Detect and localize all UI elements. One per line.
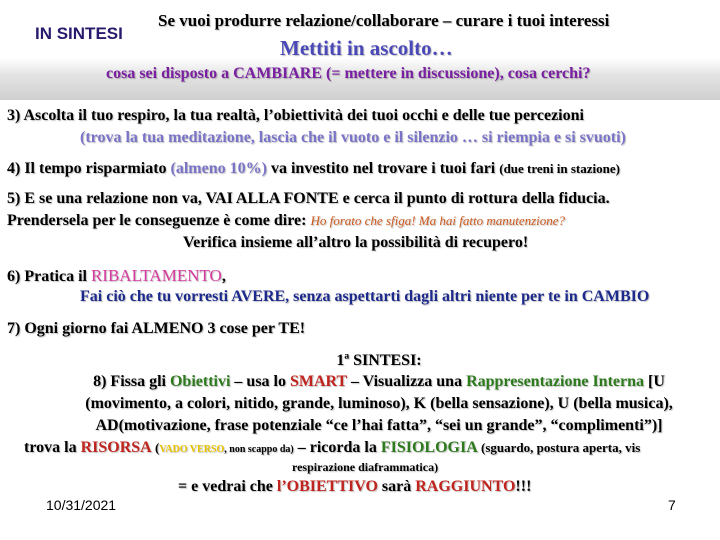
summary-text: – ricorda la <box>293 439 381 456</box>
page-heading: Se vuoi produrre relazione/collaborare – curare i tuoi interessi <box>158 11 610 30</box>
summary-text: – usa lo <box>230 373 290 390</box>
point-6-line-2: Fai ciò che tu vorresti AVERE, senza aspettarti dagli altri niente per te in CAMBIO <box>80 288 650 305</box>
slide-number: 7 <box>668 497 676 513</box>
point-4-note: (due treni in stazione) <box>499 161 620 176</box>
go-toward-keyword: VADO VERSO <box>159 444 225 455</box>
page-subtitle: Mettiti in ascolto… <box>280 36 453 60</box>
point-6-text-a: 6) Pratica il <box>7 268 91 285</box>
summary-text: , non scappo da) <box>224 444 294 455</box>
objective-keyword: l’OBIETTIVO <box>276 478 378 495</box>
point-7: 7) Ogni giorno fai ALMENO 3 cose per TE! <box>7 320 306 337</box>
slide-date: 10/31/2021 <box>46 497 117 513</box>
summary-line-3: AD(motivazione, frase potenziale “ce l’hai fatta”, “sei un grande”, “complimenti”)] <box>95 417 663 434</box>
summary-text: trova la <box>24 439 81 456</box>
smart-keyword: SMART <box>290 373 347 390</box>
summary-text: !!! <box>515 478 532 495</box>
resource-keyword: RISORSA <box>80 439 152 456</box>
point-5-text-a: Prendersela per le conseguenze è come dire: <box>7 212 311 229</box>
summary-text: ( <box>151 440 160 455</box>
summary-line-1 <box>14 373 720 391</box>
achieved-keyword: RAGGIUNTO <box>415 478 516 495</box>
summary-title: 1ª SINTESI: <box>336 352 422 369</box>
point-4 <box>7 160 620 178</box>
summary-line-2: (movimento, a colori, nitido, grande, luminoso), K (bella sensazione), U (bella musica), <box>85 395 673 412</box>
summary-line-6 <box>178 478 531 496</box>
key-question: cosa sei disposto a CAMBIARE (= mettere in discussione), cosa cerchi? <box>106 65 591 82</box>
point-5-quote: Ho forato che sfiga! Ma hai fatto manutenzione? <box>310 213 566 228</box>
point-6-keyword: RIBALTAMENTO <box>90 266 222 285</box>
point-3-line-2: (trova la tua meditazione, lascia che il vuoto e il silenzio … si riempia e si svuoti) <box>80 129 626 146</box>
summary-text: [U <box>644 373 665 390</box>
point-4-percent: (almeno 10%) <box>170 160 267 177</box>
summary-line-4 <box>24 439 640 457</box>
internal-representation-keyword: Rappresentazione Interna <box>466 373 644 390</box>
summary-tag: IN SINTESI <box>35 24 123 43</box>
summary-text: 8) Fissa gli <box>93 373 170 390</box>
summary-text: (sguardo, postura aperta, vis <box>477 440 641 455</box>
objectives-keyword: Obiettivi <box>169 373 231 390</box>
point-6-line-1 <box>7 266 226 286</box>
summary-text: = e vedrai che <box>178 478 277 495</box>
summary-text: – Visualizza una <box>346 373 467 390</box>
point-5-line-3: Verifica insieme all’altro la possibilità di recupero! <box>183 234 529 251</box>
point-5-line-1: 5) E se una relazione non va, VAI ALLA FONTE e cerca il punto di rottura della fiducia. <box>7 190 610 207</box>
point-3-line-1: 3) Ascolta il tuo respiro, la tua realtà, l’obiettività dei tuoi occhi e delle tue percezioni <box>7 107 584 124</box>
point-4-text-c: va investito nel trovare i tuoi fari <box>266 160 500 177</box>
point-5-line-2 <box>7 212 565 230</box>
summary-line-5: respirazione diaframmatica) <box>292 460 439 474</box>
point-4-text-a: 4) Il tempo risparmiato <box>7 160 171 177</box>
physiology-keyword: FISIOLOGIA <box>380 439 478 456</box>
summary-text: sarà <box>377 478 416 495</box>
point-6-text-c: , <box>221 268 226 285</box>
